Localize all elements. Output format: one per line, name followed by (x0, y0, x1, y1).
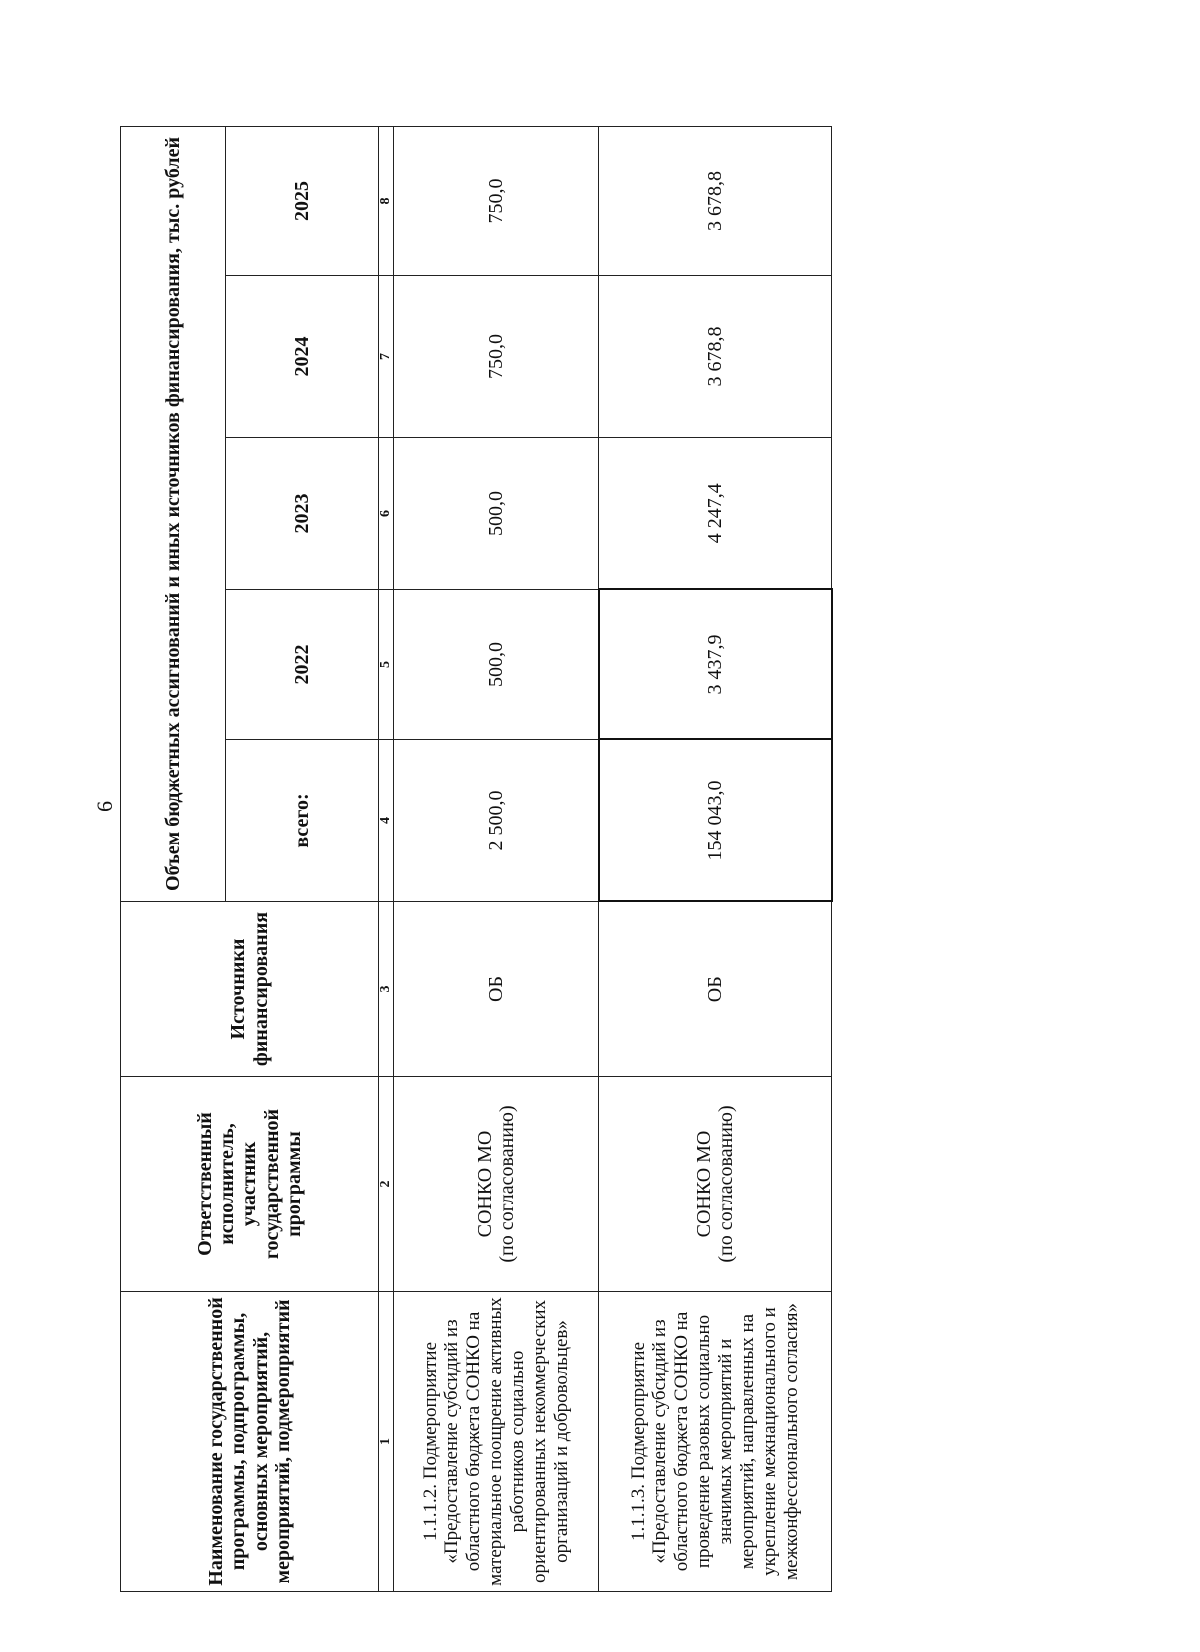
row-total: 2 500,0 (394, 740, 599, 902)
header-2025: 2025 (226, 127, 379, 276)
financing-table (120, 126, 833, 1592)
header-2024: 2024 (226, 276, 379, 438)
page-number: 6 (92, 801, 117, 812)
row-name: 1.1.1.3. Подмероприятие «Предоставление субсидий из областного бюджета СОНКО на проведение разовых социально значимых мероприятий и мероприятий, направленных на укрепление межнационального и межконфессионального согласия» (599, 1292, 832, 1592)
row-name: 1.1.1.2. Подмероприятие «Предоставление субсидий из областного бюджета СОНКО на материальное поощрение активных работников социально ориентированных некоммерческих организаций и добровольцев» (394, 1292, 599, 1592)
column-number: 7 (379, 276, 394, 438)
column-number: 6 (379, 438, 394, 590)
row-2023: 500,0 (394, 438, 599, 590)
row-source: ОБ (394, 902, 599, 1077)
column-number-row (379, 127, 394, 1592)
row-responsible (599, 1077, 832, 1292)
responsible-line1: СОНКО МО (692, 1130, 715, 1238)
header-volume-group: Объем бюджетных ассигнований и иных источников финансирования, тыс. рублей (121, 127, 226, 902)
column-number: 4 (379, 740, 394, 902)
row-2022: 3 437,9 (599, 590, 832, 740)
column-number: 5 (379, 590, 394, 740)
column-number: 3 (379, 902, 394, 1077)
row-2023: 4 247,4 (599, 438, 832, 590)
header-total: всего: (226, 740, 379, 902)
responsible-line2: (по согласованию) (496, 1105, 518, 1263)
row-total: 154 043,0 (599, 740, 832, 902)
column-number: 1 (379, 1292, 394, 1592)
column-number: 8 (379, 127, 394, 276)
header-name: Наименование государственной программы, подпрограммы, основных мероприятий, мероприятий, подмероприятий (121, 1292, 379, 1592)
row-2024: 750,0 (394, 276, 599, 438)
responsible-line1: СОНКО МО (473, 1130, 496, 1238)
row-2025: 750,0 (394, 127, 599, 276)
header-sources: Источники финансирования (121, 902, 379, 1077)
row-source: ОБ (599, 902, 832, 1077)
header-responsible: Ответственный исполнитель, участник государственной программы (121, 1077, 379, 1292)
table-row (599, 127, 832, 1592)
rotated-table-container (120, 127, 812, 1592)
responsible-line2: (по согласованию) (715, 1105, 737, 1263)
row-2024: 3 678,8 (599, 276, 832, 438)
header-row-1 (121, 127, 226, 1592)
header-2022: 2022 (226, 590, 379, 740)
column-number: 2 (379, 1077, 394, 1292)
row-2022: 500,0 (394, 590, 599, 740)
row-responsible (394, 1077, 599, 1292)
table-row (394, 127, 599, 1592)
row-2025: 3 678,8 (599, 127, 832, 276)
header-2023: 2023 (226, 438, 379, 590)
